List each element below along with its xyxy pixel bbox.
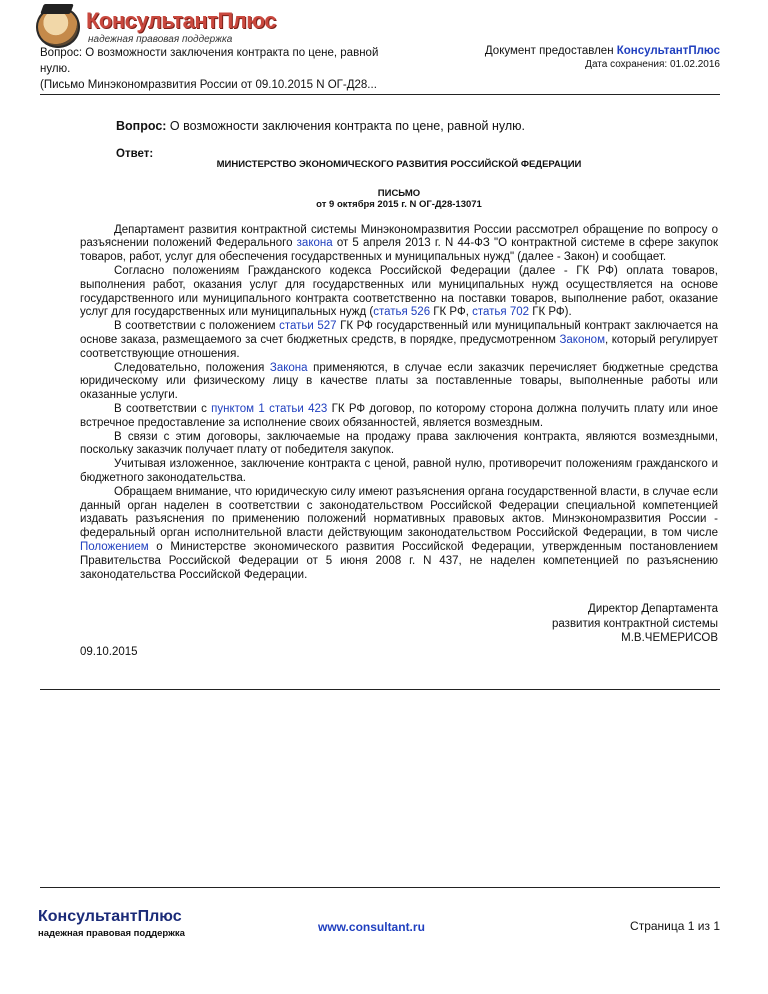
- letter-title: ПИСЬМО: [377, 187, 421, 199]
- paragraph-3: В соответствии с положением статьи 527 ГК РФ государственный или муниципальный контракт заключается на основе заказа, размещаемого за счет бюджетных средств, в порядке, предусмотренном Законом, который регулирует соответствующие отношения.: [80, 320, 718, 360]
- ministry-heading: МИНИСТЕРСТВО ЭКОНОМИЧЕСКОГО РАЗВИТИЯ РОССИЙСКОЙ ФЕДЕРАЦИИ: [216, 158, 582, 170]
- footer-tagline: надежная правовая поддержка: [38, 928, 185, 939]
- provided-prefix: Документ предоставлен: [484, 45, 614, 57]
- question-label: Вопрос:: [116, 119, 167, 133]
- save-date: Дата сохранения: 01.02.2016: [585, 59, 720, 70]
- letter-number: от 9 октября 2015 г. N ОГ-Д28-13071: [316, 198, 482, 210]
- signature-department: развития контрактной системы: [552, 617, 718, 630]
- header-title-line-1: Вопрос: О возможности заключения контракта по цене, равной: [40, 47, 379, 59]
- answer-label: Ответ:: [116, 147, 154, 160]
- letter-text: [80, 224, 718, 583]
- article-423-link[interactable]: пунктом 1 статьи 423: [211, 402, 328, 415]
- signature-position: Директор Департамента: [588, 603, 718, 616]
- paragraph-1: Департамент развития контрактной системы Минэкономразвития России рассмотрел обращение по вопросу о разъяснении положений Федерального закона от 5 апреля 2013 г. N 44-ФЗ "О контрактной системе в сфере закупок товаров, работ, услуг для обеспечения государственных и муниципальных нужд" (далее - Закон) и сообщает.: [80, 223, 718, 264]
- footer-divider: [40, 887, 720, 888]
- header-title-line-3: (Письмо Минэкономразвития России от 09.10.2015 N ОГ-Д28...: [40, 79, 377, 91]
- article-526-link[interactable]: статья 526: [373, 306, 431, 319]
- paragraph-2: Согласно положениям Гражданского кодекса Российской Федерации (далее - ГК РФ) оплата товаров, выполнения работ, оказания услуг для государственных или муниципальных нужд осуществляется на основе государственного или муниципального контракта соответственно на поставки товаров, выполнение работ, оказание услуг для государственных или муниципальных нужд (статья 526 ГК РФ, статья 702 ГК РФ).: [80, 264, 718, 319]
- page-number: Страница 1 из 1: [630, 919, 720, 933]
- letter-heading: [80, 188, 718, 210]
- law-link-2[interactable]: Законом: [559, 333, 605, 346]
- signature-block: [80, 602, 718, 646]
- question-text: О возможности заключения контракта по цене, равной нулю.: [166, 119, 526, 133]
- paragraph-7: Учитывая изложенное, заключение контракта с ценой, равной нулю, противоречит положениям гражданского и бюджетного законодательства.: [80, 458, 718, 484]
- logo-tagline: надежная правовая поддержка: [88, 34, 233, 45]
- consultant-logo: [36, 6, 276, 48]
- document-date: 09.10.2015: [80, 646, 138, 658]
- logo-brand-text: КонсультантПлюс: [86, 8, 276, 33]
- regulation-link[interactable]: Положением: [80, 540, 149, 553]
- header-title-line-2: нулю.: [40, 63, 71, 75]
- footer-url-link[interactable]: www.consultant.ru: [318, 920, 425, 934]
- paragraph-5: В соответствии с пунктом 1 статьи 423 ГК РФ договор, по которому сторона должна получить плату или иное встречное предоставление за исполнение своих обязанностей, является возмездным.: [80, 402, 719, 429]
- footer-logo: [38, 908, 185, 939]
- provided-by-block: [485, 44, 720, 72]
- paragraph-6: В связи с этим договоры, заключаемые на продажу права заключения контракта, являются возмездными, поскольку заказчик получает плату от победителя закупок.: [80, 430, 718, 457]
- signature-name: М.В.ЧЕМЕРИСОВ: [621, 632, 718, 645]
- article-702-link[interactable]: статья 702: [472, 306, 530, 319]
- paragraph-8: Обращаем внимание, что юридическую силу имеют разъяснения органа государственной власти, в случае если данный орган наделен в соответствии с законодательством Российской Федерации специальной компетенцией издавать разъяснения по применению положений нормативных правовых актов. Минэкономразвития России - федеральный орган исполнительной власти действующим законодательством Российской Федерации, в том числе Положением о Министерстве экономического развития Российской Федерации, утвержденным постановлением Правительства Российской Федерации от 5 июня 2008 г. N 437, не наделен компетенцией по разъяснению законодательства Российской Федерации.: [80, 485, 718, 581]
- law-link-3[interactable]: Закона: [269, 361, 308, 374]
- header-divider: [40, 94, 720, 95]
- question-line: [116, 120, 718, 134]
- law-link[interactable]: закона: [296, 237, 333, 250]
- content-end-divider: [40, 689, 720, 690]
- footer-brand: КонсультантПлюс: [38, 908, 182, 925]
- document-short-title: [40, 45, 400, 93]
- article-527-link[interactable]: статьи 527: [279, 320, 337, 333]
- document-body: [80, 120, 718, 646]
- graduation-cap-icon: [40, 4, 74, 14]
- provided-brand: КонсультантПлюс: [616, 45, 720, 57]
- paragraph-4: Следовательно, положения Закона применяются, в случае если заказчик перечисляет бюджетные средства юридическому или физическому лицу в качестве платы за поставленные товары, выполненные работы или оказанные услуги.: [80, 361, 719, 402]
